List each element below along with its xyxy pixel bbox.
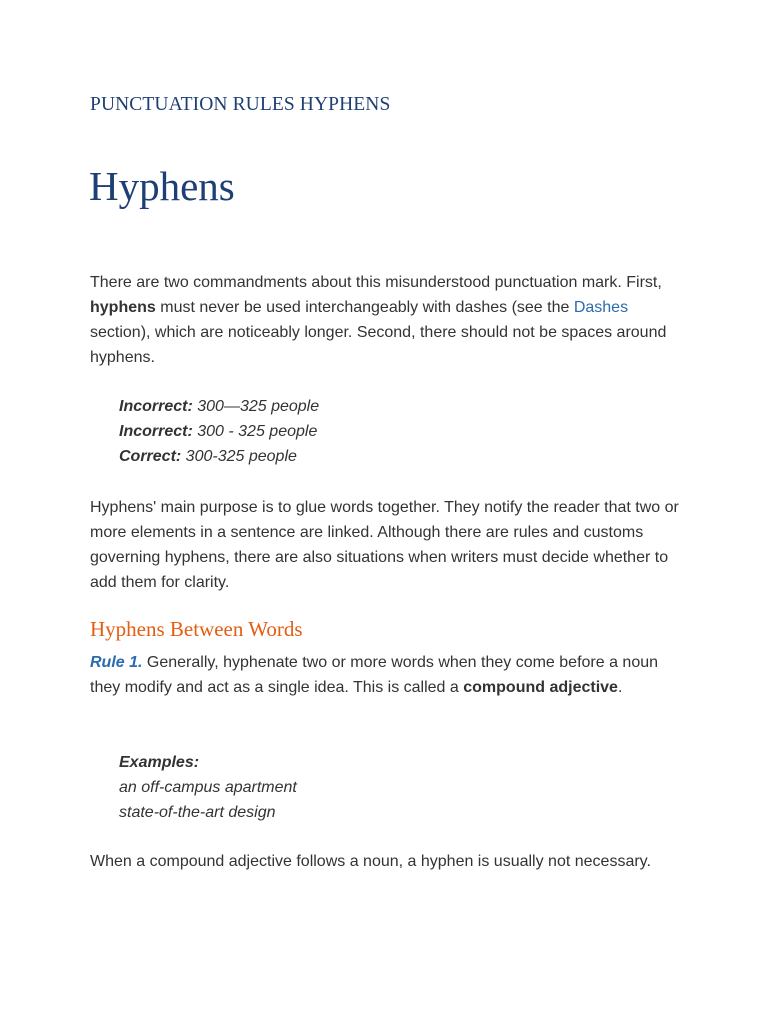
example-line [119, 444, 319, 469]
page-title: Hyphens [89, 163, 235, 209]
rule-1-paragraph [90, 650, 690, 700]
intro-text-2: must never be used interchangeably with dashes (see the [155, 299, 574, 316]
section-heading: Hyphens Between Words [90, 617, 303, 641]
example-label: Correct: [119, 448, 182, 465]
followup-paragraph: When a compound adjective follows a noun, a hyphen is usually not necessary. [90, 853, 651, 870]
examples-label [119, 750, 297, 775]
purpose-paragraph: Hyphens' main purpose is to glue words together. They notify the reader that two or more elements in a sentence are linked. Although there are rules and customs governing hyphens, there are also situations when writers must decide whether to add them for clarity. [90, 499, 679, 591]
rule-text-1: Generally, hyphenate two or more words when they come before a noun they modify and act as a single idea. This is called a [90, 654, 659, 696]
example-line [119, 394, 319, 419]
example-item: state-of-the-art design [119, 804, 276, 821]
examples-label-text: Examples: [119, 754, 200, 771]
example-text: 300—325 people [192, 398, 320, 415]
compound-adjective-bold: compound adjective [463, 679, 618, 696]
example-label: Incorrect: [119, 398, 193, 415]
category-kicker: PUNCTUATION RULES HYPHENS [90, 94, 391, 115]
hyphens-bold: hyphens [90, 299, 156, 316]
intro-text-3: section), which are noticeably longer. Second, there should not be spaces around hyphens. [90, 324, 667, 366]
example-text: 300-325 people [181, 448, 297, 465]
example-text: 300 - 325 people [192, 423, 318, 440]
intro-paragraph [90, 270, 690, 370]
example-item: an off-campus apartment [119, 779, 297, 796]
rule-label: Rule 1. [90, 654, 143, 671]
intro-text-1: There are two commandments about this misunderstood punctuation mark. First, [90, 274, 662, 291]
example-label: Incorrect: [119, 423, 193, 440]
rule-text-2: . [617, 679, 623, 696]
example-line [119, 419, 319, 444]
compound-examples [119, 750, 297, 825]
dashes-link[interactable]: Dashes [573, 299, 629, 316]
spacing-examples [119, 394, 319, 469]
